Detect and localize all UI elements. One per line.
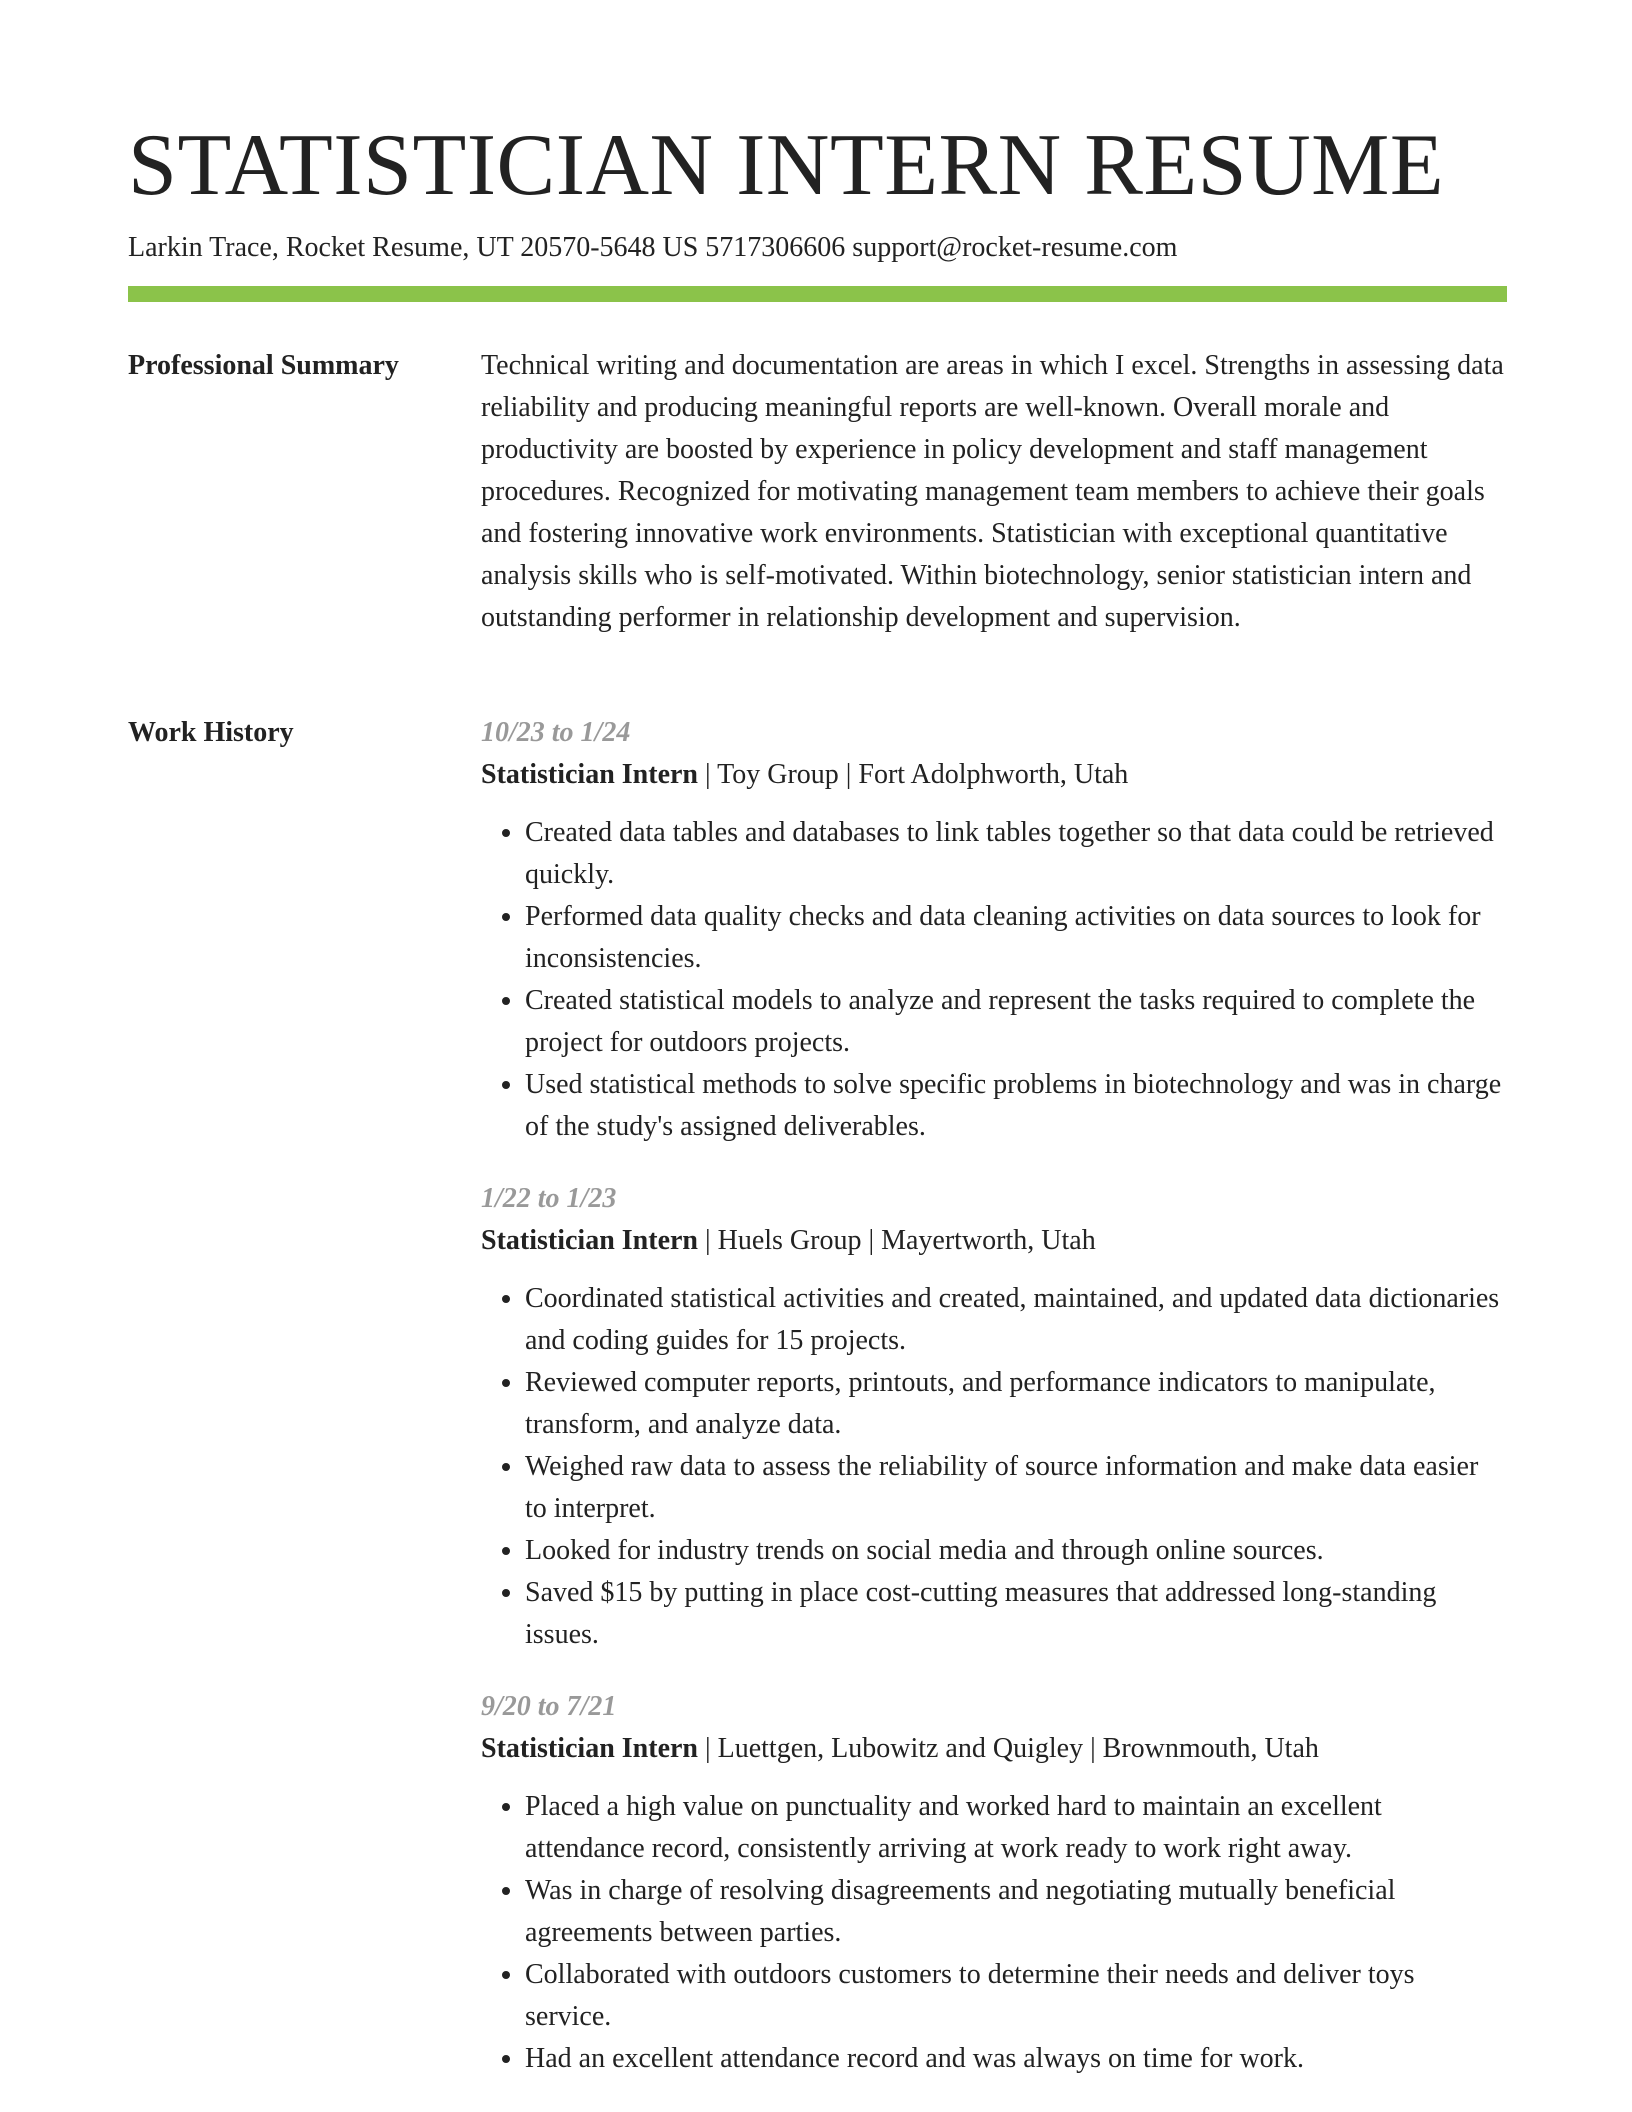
job-bullet-list [481,1786,1507,2080]
summary-text: Technical writing and documentation are areas in which I excel. Strengths in assessing data reliability and producing meaningful reports are well-known. Overall morale and productivity are boosted by experience in policy development and staff management procedures. Recognized for motivating management team members to achieve their goals and fostering innovative work environments. Statistician with exceptional quantitative analysis skills who is self-motivated. Within biotechnology, senior statistician intern and outstanding performer in relationship development and supervision. [481,350,1504,633]
job-dates: 10/23 to 1/24 [481,717,631,748]
job-bullet: • Collaborated with outdoors customers to determine their needs and deliver toys service. [525,1954,1507,2038]
job-bullet: • Used statistical methods to solve specific problems in biotechnology and was in charge of the study's assigned deliverables. [525,1064,1507,1148]
job-entry [481,712,1507,1148]
accent-divider [128,286,1507,302]
job-entry [481,1178,1507,1656]
job-bullet: • Looked for industry trends on social media and through online sources. [525,1530,1507,1572]
job-bullet: • Created data tables and databases to link tables together so that data could be retrieved quickly. [525,812,1507,896]
job-bullet: • Saved $15 by putting in place cost-cutting measures that addressed long-standing issues. [525,1572,1507,1656]
job-heading [481,754,1507,796]
job-dates: 1/22 to 1/23 [481,1183,617,1214]
section-label-work-history: Work History [128,717,294,748]
job-bullet: • Created statistical models to analyze and represent the tasks required to complete the project for outdoors projects. [525,980,1507,1064]
summary-body [481,345,1507,639]
job-details: | Toy Group | Fort Adolphworth, Utah [698,759,1129,790]
job-bullet-list [481,1278,1507,1656]
job-heading [481,1220,1507,1262]
job-bullet: • Had an excellent attendance record and was always on time for work. [525,2038,1507,2080]
job-bullet: • Weighed raw data to assess the reliability of source information and make data easier to interpret. [525,1446,1507,1530]
job-heading [481,1728,1507,1770]
contact-info: Larkin Trace, Rocket Resume, UT 20570-5648 US 5717306606 support@rocket-resume.com [128,232,1178,263]
job-bullet: • Reviewed computer reports, printouts, and performance indicators to manipulate, transform, and analyze data. [525,1362,1507,1446]
job-bullet: • Performed data quality checks and data cleaning activities on data sources to look for inconsistencies. [525,896,1507,980]
job-bullet: • Coordinated statistical activities and created, maintained, and updated data dictionaries and coding guides for 15 projects. [525,1278,1507,1362]
job-dates: 9/20 to 7/21 [481,1691,617,1722]
section-label-summary: Professional Summary [128,350,399,381]
job-details: | Luettgen, Lubowitz and Quigley | Brownmouth, Utah [698,1733,1319,1764]
job-title: Statistician Intern [481,759,698,790]
job-details: | Huels Group | Mayertworth, Utah [698,1225,1096,1256]
job-entry [481,1686,1507,2080]
job-bullet-list [481,812,1507,1148]
job-title: Statistician Intern [481,1225,698,1256]
resume-title: STATISTICIAN INTERN RESUME [128,117,1445,214]
job-bullet: • Was in charge of resolving disagreements and negotiating mutually beneficial agreements between parties. [525,1870,1507,1954]
work-history-body [481,712,1507,2110]
job-title: Statistician Intern [481,1733,698,1764]
job-bullet: • Placed a high value on punctuality and worked hard to maintain an excellent attendance record, consistently arriving at work ready to work right away. [525,1786,1507,1870]
